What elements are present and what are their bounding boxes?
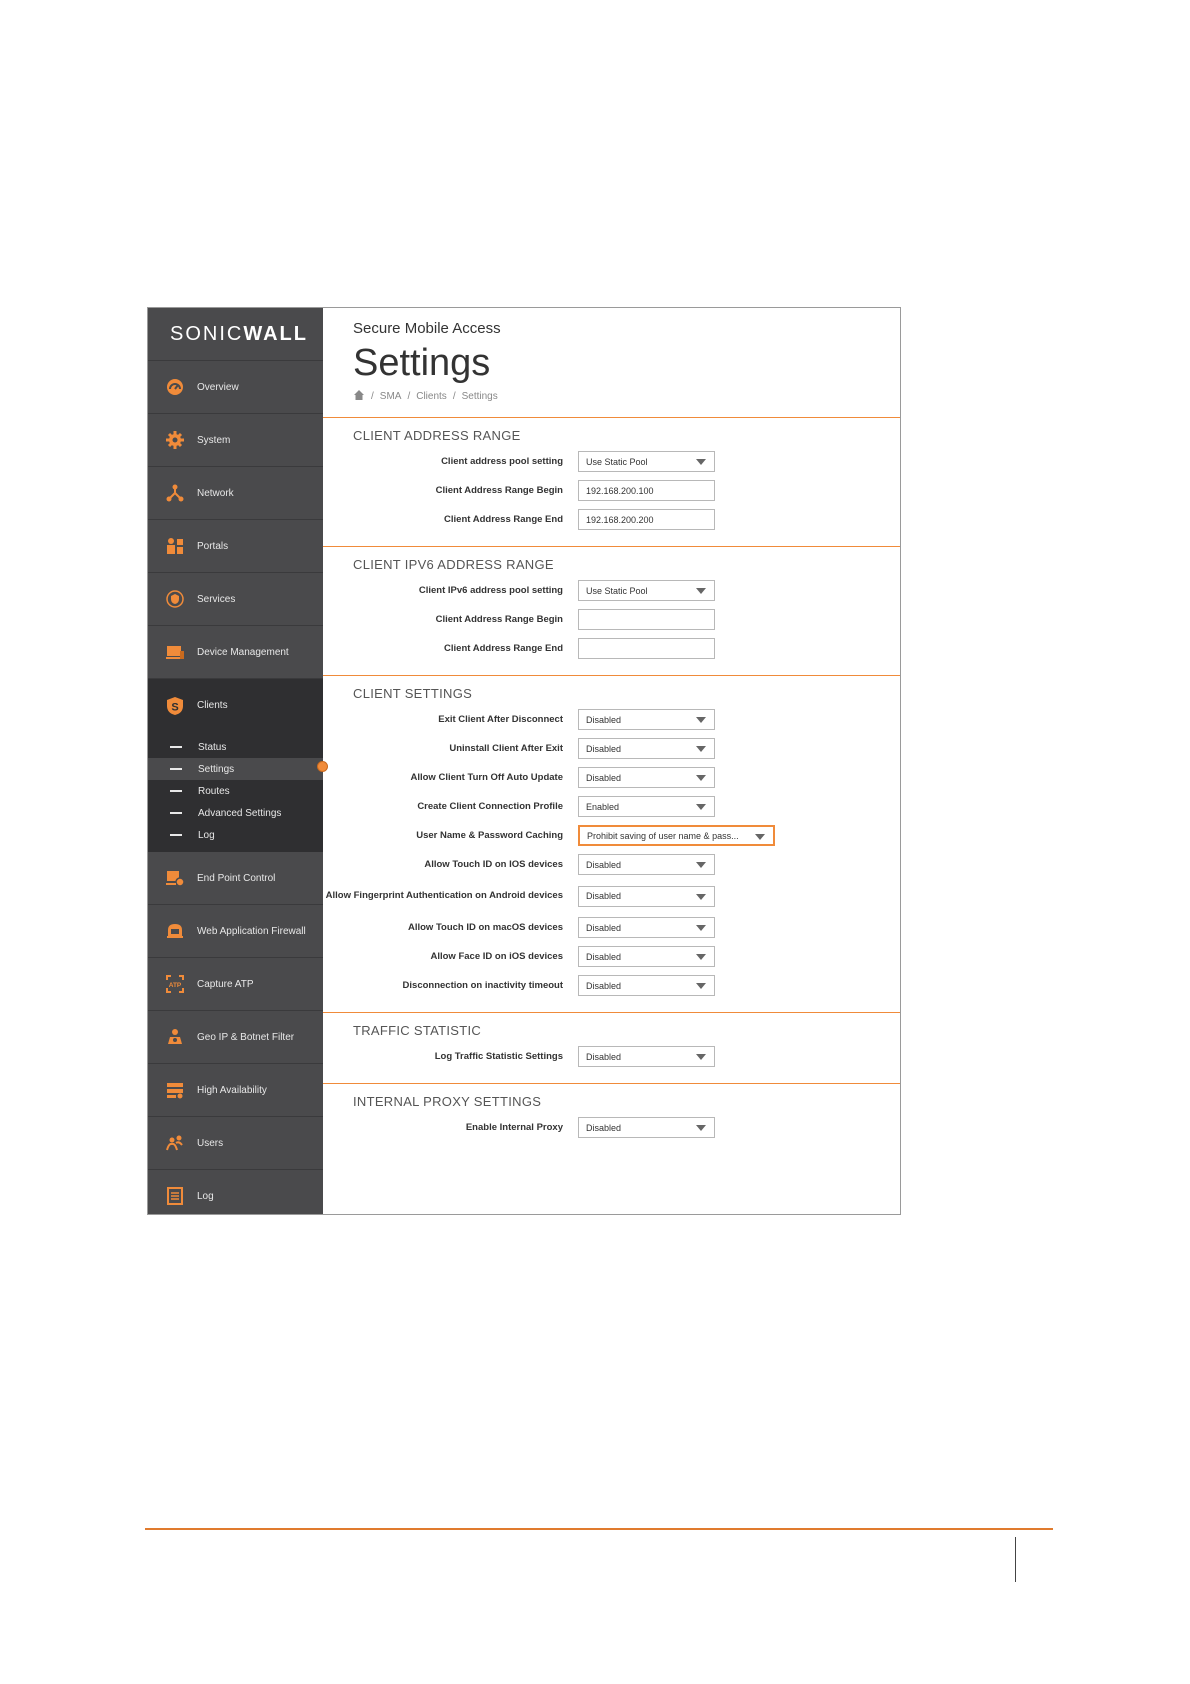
main-content	[323, 308, 900, 1214]
geo-icon	[165, 1027, 185, 1047]
field-label: User Name & Password Caching	[416, 829, 563, 841]
section-title: INTERNAL PROXY SETTINGS	[353, 1094, 542, 1109]
sidebar-item-web-application-firewall[interactable]: Web Application Firewall	[148, 905, 323, 958]
ipv6-range-end-input[interactable]	[578, 638, 715, 659]
field-label: Uninstall Client After Exit	[449, 742, 563, 754]
form-row	[323, 763, 900, 792]
section-title: CLIENT IPV6 ADDRESS RANGE	[353, 557, 554, 572]
submenu-item-log[interactable]: Log	[148, 824, 323, 846]
sidebar-item-clients[interactable]: S Clients	[148, 679, 323, 732]
auto-update-select[interactable]: Disabled	[578, 767, 715, 788]
sidebar-item-system[interactable]: System	[148, 414, 323, 467]
form-row	[323, 942, 900, 971]
field-label: Enable Internal Proxy	[465, 1121, 563, 1133]
footer-divider	[145, 1528, 1053, 1530]
form-row	[323, 476, 900, 505]
field-label: Allow Fingerprint Authentication on Android devices	[325, 890, 563, 901]
sidebar-item-end-point-control[interactable]: End Point Control	[148, 852, 323, 905]
page-title: Settings	[353, 342, 491, 384]
field-label: Log Traffic Statistic Settings	[434, 1050, 563, 1062]
form-row	[323, 792, 900, 821]
breadcrumb-sma[interactable]: SMA	[379, 391, 402, 402]
internal-proxy-select[interactable]: Disabled	[578, 1117, 715, 1138]
clients-submenu	[148, 732, 323, 852]
dash-icon	[170, 834, 182, 836]
field-label: Client Address Range Begin	[435, 613, 563, 625]
form-row	[323, 447, 900, 476]
field-label: Client Address Range End	[444, 642, 563, 654]
ipv6-range-begin-input[interactable]	[578, 609, 715, 630]
sidebar-item-geo-ip-botnet-filter[interactable]: Geo IP & Botnet Filter	[148, 1011, 323, 1064]
sidebar-item-portals[interactable]: Portals	[148, 520, 323, 573]
sidebar	[148, 308, 323, 1214]
app-title: Secure Mobile Access	[353, 320, 501, 337]
svg-text:S: S	[171, 701, 179, 713]
dash-icon	[170, 768, 182, 770]
footer-page-marker	[1015, 1537, 1016, 1582]
screenshot-frame	[147, 307, 901, 1215]
log-icon	[165, 1186, 185, 1206]
form-row	[323, 605, 900, 634]
ipv6-pool-select[interactable]: Use Static Pool	[578, 580, 715, 601]
face-id-ios-select[interactable]: Disabled	[578, 946, 715, 967]
password-caching-select[interactable]: Prohibit saving of user name & pass...	[578, 825, 775, 846]
clients-shield-icon	[165, 696, 185, 716]
field-label: Allow Face ID on iOS devices	[430, 950, 563, 962]
section-title: CLIENT SETTINGS	[353, 686, 473, 701]
field-label: Allow Touch ID on IOS devices	[424, 858, 563, 870]
shield-icon	[165, 589, 185, 609]
breadcrumb-settings: Settings	[461, 391, 498, 402]
exit-after-disconnect-select[interactable]: Disabled	[578, 709, 715, 730]
field-label: Allow Client Turn Off Auto Update	[410, 771, 563, 783]
field-label: Client IPv6 address pool setting	[418, 584, 563, 596]
submenu-item-routes[interactable]: Routes	[148, 780, 323, 802]
field-label: Create Client Connection Profile	[417, 800, 563, 812]
address-range-begin-input[interactable]: 192.168.200.100	[578, 480, 715, 501]
fingerprint-android-select[interactable]: Disabled	[578, 886, 715, 907]
field-label: Client Address Range End	[444, 513, 563, 525]
form-row	[323, 850, 900, 879]
field-label: Disconnection on inactivity timeout	[402, 979, 563, 991]
sonicwall-logo: SONIC WALL	[148, 308, 323, 361]
field-label: Allow Touch ID on macOS devices	[407, 921, 563, 933]
sidebar-item-capture-atp[interactable]: ATP Capture ATP	[148, 958, 323, 1011]
users-icon	[165, 1133, 185, 1153]
inactivity-timeout-select[interactable]: Disabled	[578, 975, 715, 996]
section-title: TRAFFIC STATISTIC	[353, 1023, 482, 1038]
dash-icon	[170, 790, 182, 792]
form-row	[323, 1113, 900, 1142]
sidebar-item-services[interactable]: Services	[148, 573, 323, 626]
portals-icon	[165, 536, 185, 556]
connection-profile-select[interactable]: Enabled	[578, 796, 715, 817]
form-row	[323, 821, 900, 850]
submenu-item-status[interactable]: Status	[148, 736, 323, 758]
sidebar-item-network[interactable]: Network	[148, 467, 323, 520]
uninstall-after-exit-select[interactable]: Disabled	[578, 738, 715, 759]
form-row	[323, 971, 900, 1000]
form-row	[323, 634, 900, 663]
dash-icon	[170, 746, 182, 748]
capture-atp-icon	[165, 974, 185, 994]
form-row	[323, 576, 900, 605]
home-icon[interactable]	[353, 389, 365, 404]
touch-id-macos-select[interactable]: Disabled	[578, 917, 715, 938]
page-header	[323, 308, 900, 418]
submenu-item-settings[interactable]: Settings	[148, 758, 323, 780]
breadcrumb-clients[interactable]: Clients	[416, 391, 447, 402]
section-internal-proxy	[323, 1084, 900, 1154]
sidebar-item-device-management[interactable]: Device Management	[148, 626, 323, 679]
traffic-statistic-select[interactable]: Disabled	[578, 1046, 715, 1067]
form-row	[323, 879, 900, 913]
svg-text:ATP: ATP	[168, 982, 182, 989]
address-range-end-input[interactable]: 192.168.200.200	[578, 509, 715, 530]
section-title: CLIENT ADDRESS RANGE	[353, 428, 521, 443]
form-row	[323, 505, 900, 534]
field-label: Client Address Range Begin	[435, 484, 563, 496]
form-row	[323, 734, 900, 763]
gear-icon	[165, 430, 185, 450]
submenu-item-advanced-settings[interactable]: Advanced Settings	[148, 802, 323, 824]
endpoint-icon	[165, 868, 185, 888]
section-client-settings	[323, 676, 900, 1013]
touch-id-ios-select[interactable]: Disabled	[578, 854, 715, 875]
section-traffic-statistic	[323, 1013, 900, 1084]
firewall-icon	[165, 921, 185, 941]
device-icon	[165, 642, 185, 662]
gauge-icon	[165, 377, 185, 397]
form-row	[323, 1042, 900, 1071]
address-pool-select[interactable]: Use Static Pool	[578, 451, 715, 472]
network-icon	[165, 483, 185, 503]
field-label: Client address pool setting	[441, 455, 563, 467]
sidebar-item-log[interactable]: Log	[148, 1170, 323, 1215]
sidebar-item-users[interactable]: Users	[148, 1117, 323, 1170]
form-row	[323, 705, 900, 734]
sidebar-item-overview[interactable]: Overview	[148, 361, 323, 414]
dash-icon	[170, 812, 182, 814]
form-row	[323, 913, 900, 942]
sidebar-item-high-availability[interactable]: High Availability	[148, 1064, 323, 1117]
section-client-address-range	[323, 418, 900, 547]
field-label: Exit Client After Disconnect	[438, 713, 563, 725]
server-icon	[165, 1080, 185, 1100]
breadcrumb: / SMA / Clients / Settings	[353, 389, 900, 404]
section-client-ipv6-address-range	[323, 547, 900, 676]
